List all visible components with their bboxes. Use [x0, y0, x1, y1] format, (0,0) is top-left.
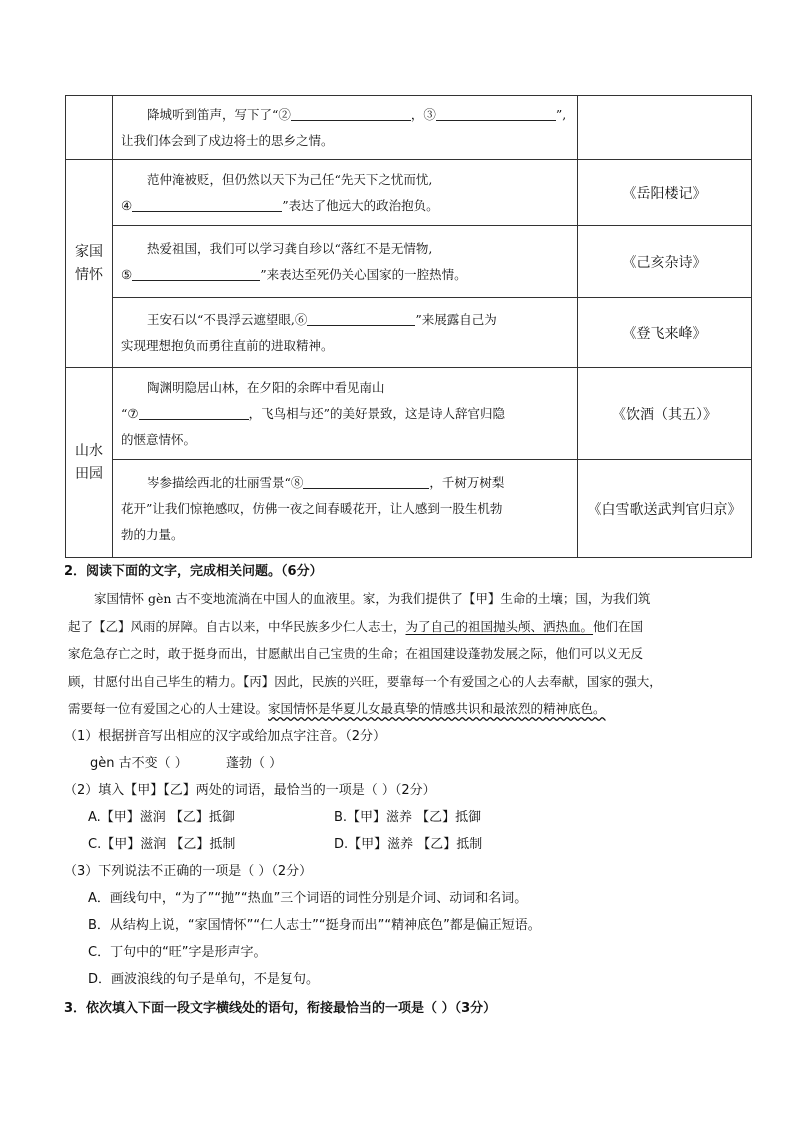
category-label: 山水 — [75, 442, 103, 459]
passage-line — [68, 695, 734, 723]
sub-question-3: （3）下列说法不正确的一项是（ ）（2分） — [64, 863, 313, 879]
source-cell: 《白雪歌送武判官归京》 — [578, 460, 752, 558]
text: ”表达了他远大的政治抱负。 — [282, 197, 439, 213]
passage-line: 家国情怀 gèn 古不变地流淌在中国人的血液里。家，为我们提供了【甲】生命的土壤；国，为我们筑 — [94, 591, 651, 606]
table-row — [66, 96, 752, 160]
text: 范仲淹被贬，但仍然以天下为己任“先天下之忧而忧, — [147, 171, 433, 187]
option-c[interactable]: C.【甲】滋润 【乙】抵制 — [88, 836, 236, 852]
text: 需要每一位有爱国之心的人士建设。 — [68, 701, 269, 716]
category-family-patriotism — [66, 160, 113, 368]
text: 让我们体会到了戍边将士的思乡之情。 — [121, 132, 334, 148]
passage-line: 顾，甘愿付出自己毕生的精力。【丙】因此，民族的兴旺，要靠每一个有爱国之心的人去奉献，国家的强大， — [68, 673, 662, 689]
answer-blank-4[interactable] — [132, 197, 282, 212]
wavy-underlined-sentence: 家国情怀是华夏儿女最真挚的情感共识和最浓烈的精神底色。 — [268, 701, 606, 716]
text: 花开”让我们惊艳感叹，仿佛一夜之间春暖花开，让人感到一股生机勃 — [121, 500, 503, 516]
table-row — [66, 368, 752, 460]
question-3-title: 3．依次填入下面一段文字横线处的语句，衔接最恰当的一项是（ ）（3分） — [64, 1000, 497, 1016]
text: ④ — [121, 197, 133, 213]
answer-blank-3[interactable] — [436, 106, 556, 121]
answer-blank-6[interactable] — [307, 311, 415, 326]
table-text-cell — [113, 96, 578, 160]
source-cell: 《己亥杂诗》 — [578, 226, 752, 298]
text: 王安石以“不畏浮云遮望眼,⑥ — [147, 311, 308, 327]
underlined-sentence: 为了自己的祖国抛头颅、洒热血。 — [405, 618, 594, 634]
source-cell-empty — [578, 96, 752, 160]
table-text-cell — [113, 160, 578, 226]
option-d[interactable]: D.【甲】滋养 【乙】抵制 — [334, 836, 483, 852]
text: “⑦ — [121, 405, 139, 421]
sub-question-1-blanks — [64, 750, 734, 777]
category-label: 家国 — [75, 243, 103, 260]
text: 实现理想抱负而勇往直前的进取精神。 — [121, 337, 334, 353]
text: 降城听到笛声，写下了“② — [147, 106, 291, 122]
option-c[interactable]: C．丁句中的“旺”字是形声字。 — [88, 944, 267, 960]
category-landscape-pastoral — [66, 368, 113, 558]
reading-passage — [64, 585, 734, 723]
answer-blank-5[interactable] — [132, 266, 260, 281]
answer-blank-2[interactable] — [291, 106, 411, 121]
text: 起了【乙】风雨的屏障。自古以来，中华民族多少仁人志士， — [68, 618, 406, 634]
pinyin-blank[interactable]: gèn 古不变（ ） — [90, 755, 188, 771]
text: ，飞鸟相与还”的美好景致，这是诗人辞官归隐 — [248, 405, 506, 421]
category-cell-empty — [66, 96, 113, 160]
option-a[interactable]: A．画线句中，“为了”“抛”“热血”三个词语的词性分别是介词、动词和名词。 — [88, 890, 528, 906]
option-b[interactable]: B.【甲】滋养 【乙】抵御 — [334, 809, 482, 825]
table-text-cell — [113, 226, 578, 298]
text: 陶渊明隐居山林，在夕阳的余晖中看见南山 — [147, 379, 385, 395]
passage-line — [68, 613, 734, 641]
table-text-cell — [113, 298, 578, 368]
source-cell: 《岳阳楼记》 — [578, 160, 752, 226]
phonetic-blank[interactable]: 蓬勃（ ） — [226, 755, 283, 771]
passage-line: 家危急存亡之时，敢于挺身而出，甘愿献出自己宝贵的生命；在祖国建设蓬勃发展之际，他们可以义无反 — [68, 646, 644, 661]
text: ，③ — [410, 106, 436, 122]
table-row — [66, 460, 752, 558]
poetry-fill-table — [65, 95, 752, 558]
category-label: 情怀 — [75, 266, 103, 283]
text: ”, — [555, 106, 567, 122]
table-row — [66, 160, 752, 226]
table-row — [66, 226, 752, 298]
options-row — [64, 831, 734, 858]
sub-question-1: （1）根据拼音写出相应的汉字或给加点字注音。（2分） — [64, 728, 387, 744]
text: 的惬意情怀。 — [121, 431, 197, 447]
options-row — [64, 804, 734, 831]
text: ⑤ — [121, 266, 133, 282]
text: 岑参描绘西北的壮丽雪景“⑧ — [147, 474, 304, 490]
question-2 — [64, 558, 734, 1022]
table-row — [66, 298, 752, 368]
text: 勃的力量。 — [121, 526, 184, 542]
table-text-cell — [113, 368, 578, 460]
text: ”来展露自己为 — [415, 311, 497, 327]
table-text-cell — [113, 460, 578, 558]
option-b[interactable]: B．从结构上说，“家国情怀”“仁人志士”“挺身而出”“精神底色”都是偏正短语。 — [88, 917, 541, 933]
text: ，千树万树梨 — [429, 474, 505, 490]
text: 他们在国 — [593, 618, 644, 634]
option-a[interactable]: A.【甲】滋润 【乙】抵御 — [88, 809, 235, 825]
text: 热爱祖国，我们可以学习龚自珍以“落红不是无情物, — [147, 240, 433, 256]
source-cell: 《登飞来峰》 — [578, 298, 752, 368]
option-d[interactable]: D．画波浪线的句子是单句，不是复句。 — [88, 971, 320, 987]
category-label: 田园 — [75, 465, 103, 482]
sub-question-2: （2）填入【甲】【乙】两处的词语，最恰当的一项是（ ）（2分） — [64, 782, 436, 798]
text: ”来表达至死仍关心国家的一腔热情。 — [260, 266, 467, 282]
question-2-title: 2．阅读下面的文字，完成相关问题。（6分） — [64, 564, 323, 579]
answer-blank-8[interactable] — [303, 474, 429, 489]
source-cell: 《饮酒（其五）》 — [578, 368, 752, 460]
answer-blank-7[interactable] — [139, 405, 249, 420]
